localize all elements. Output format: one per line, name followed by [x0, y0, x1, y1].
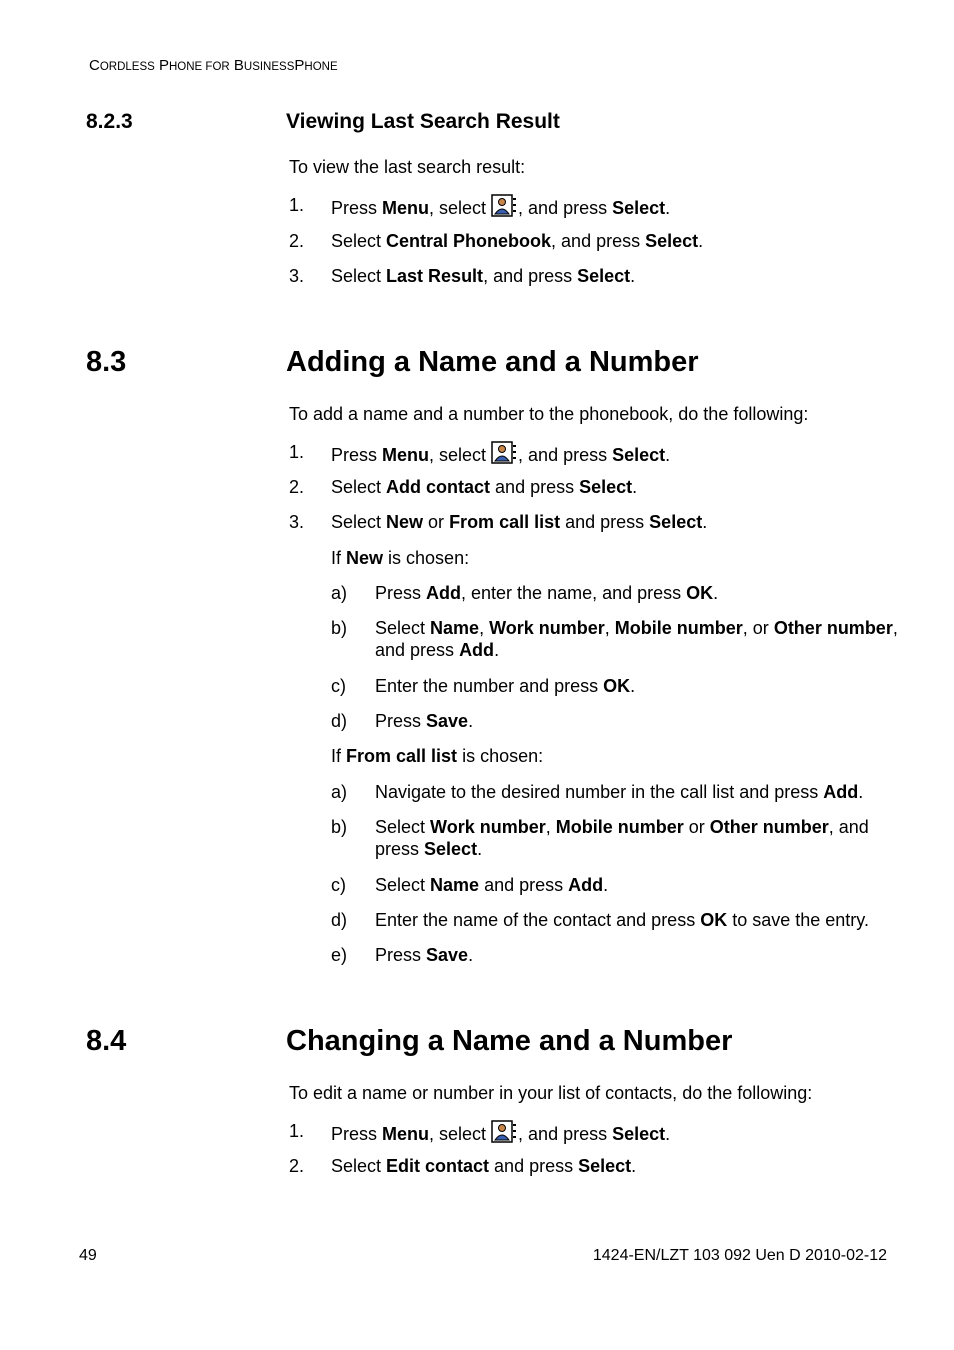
- section-number: 8.4: [86, 1025, 127, 1057]
- step-text: Select Central Phonebook, and press Select.: [331, 231, 704, 251]
- phonebook-icon: [491, 441, 518, 465]
- section-number: 8.2.3: [86, 110, 133, 133]
- substep-text: Select Name and press Add.: [375, 875, 609, 895]
- step-number: 2.: [289, 477, 305, 497]
- running-header: CORDLESS PHONE FOR BUSINESSPHONE: [89, 57, 338, 74]
- step-text: Select New or From call list and press Select.: [331, 512, 708, 532]
- substep-letter: e): [331, 945, 348, 965]
- condition-text: If New is chosen:: [331, 548, 470, 568]
- section-title: Viewing Last Search Result: [286, 110, 560, 133]
- step-text: Select Add contact and press Select.: [331, 477, 638, 497]
- step-number: 3.: [289, 266, 305, 286]
- phonebook-icon: [491, 1120, 518, 1144]
- substep-text: Enter the name of the contact and press OK to save the entry.: [375, 910, 869, 930]
- intro-text: To view the last search result:: [289, 157, 526, 177]
- document-id: 1424-EN/LZT 103 092 Uen D 2010-02-12: [592, 1247, 887, 1264]
- substep-text: Navigate to the desired number in the call list and press Add.: [375, 782, 864, 802]
- section-title: Adding a Name and a Number: [286, 346, 699, 378]
- substep-letter: b): [331, 618, 348, 638]
- substep-letter: b): [331, 817, 348, 837]
- substep-text: Select Work number, Mobile number or Other number, and press Select.: [375, 817, 869, 859]
- substep-letter: c): [331, 875, 346, 895]
- substep-text: Select Name, Work number, Mobile number, or Other number, and press Add.: [375, 618, 898, 660]
- substep-text: Press Save.: [375, 711, 474, 731]
- substep-letter: a): [331, 583, 348, 603]
- step-number: 3.: [289, 512, 305, 532]
- substep-letter: d): [331, 711, 348, 731]
- substep-text: Press Add, enter the name, and press OK.: [375, 583, 719, 603]
- step-number: 1.: [289, 1121, 305, 1141]
- step-number: 1.: [289, 442, 305, 462]
- step-number: 1.: [289, 195, 305, 215]
- phonebook-icon: [491, 194, 518, 218]
- intro-text: To add a name and a number to the phonebook, do the following:: [289, 404, 809, 424]
- substep-letter: d): [331, 910, 348, 930]
- step-text: Press Menu, select , and press Select.: [331, 1120, 901, 1145]
- section-title: Changing a Name and a Number: [286, 1025, 733, 1057]
- page-number: 49: [79, 1247, 97, 1264]
- substep-letter: c): [331, 676, 346, 696]
- step-number: 2.: [289, 231, 305, 251]
- step-text: Press Menu, select , and press Select.: [331, 194, 901, 219]
- step-text: Press Menu, select , and press Select.: [331, 441, 901, 466]
- substep-letter: a): [331, 782, 348, 802]
- intro-text: To edit a name or number in your list of contacts, do the following:: [289, 1083, 813, 1103]
- step-text: Select Edit contact and press Select.: [331, 1156, 637, 1176]
- section-number: 8.3: [86, 346, 127, 378]
- substep-text: Enter the number and press OK.: [375, 676, 636, 696]
- step-number: 2.: [289, 1156, 305, 1176]
- substep-text: Press Save.: [375, 945, 474, 965]
- step-text: Select Last Result, and press Select.: [331, 266, 636, 286]
- condition-text: If From call list is chosen:: [331, 746, 544, 766]
